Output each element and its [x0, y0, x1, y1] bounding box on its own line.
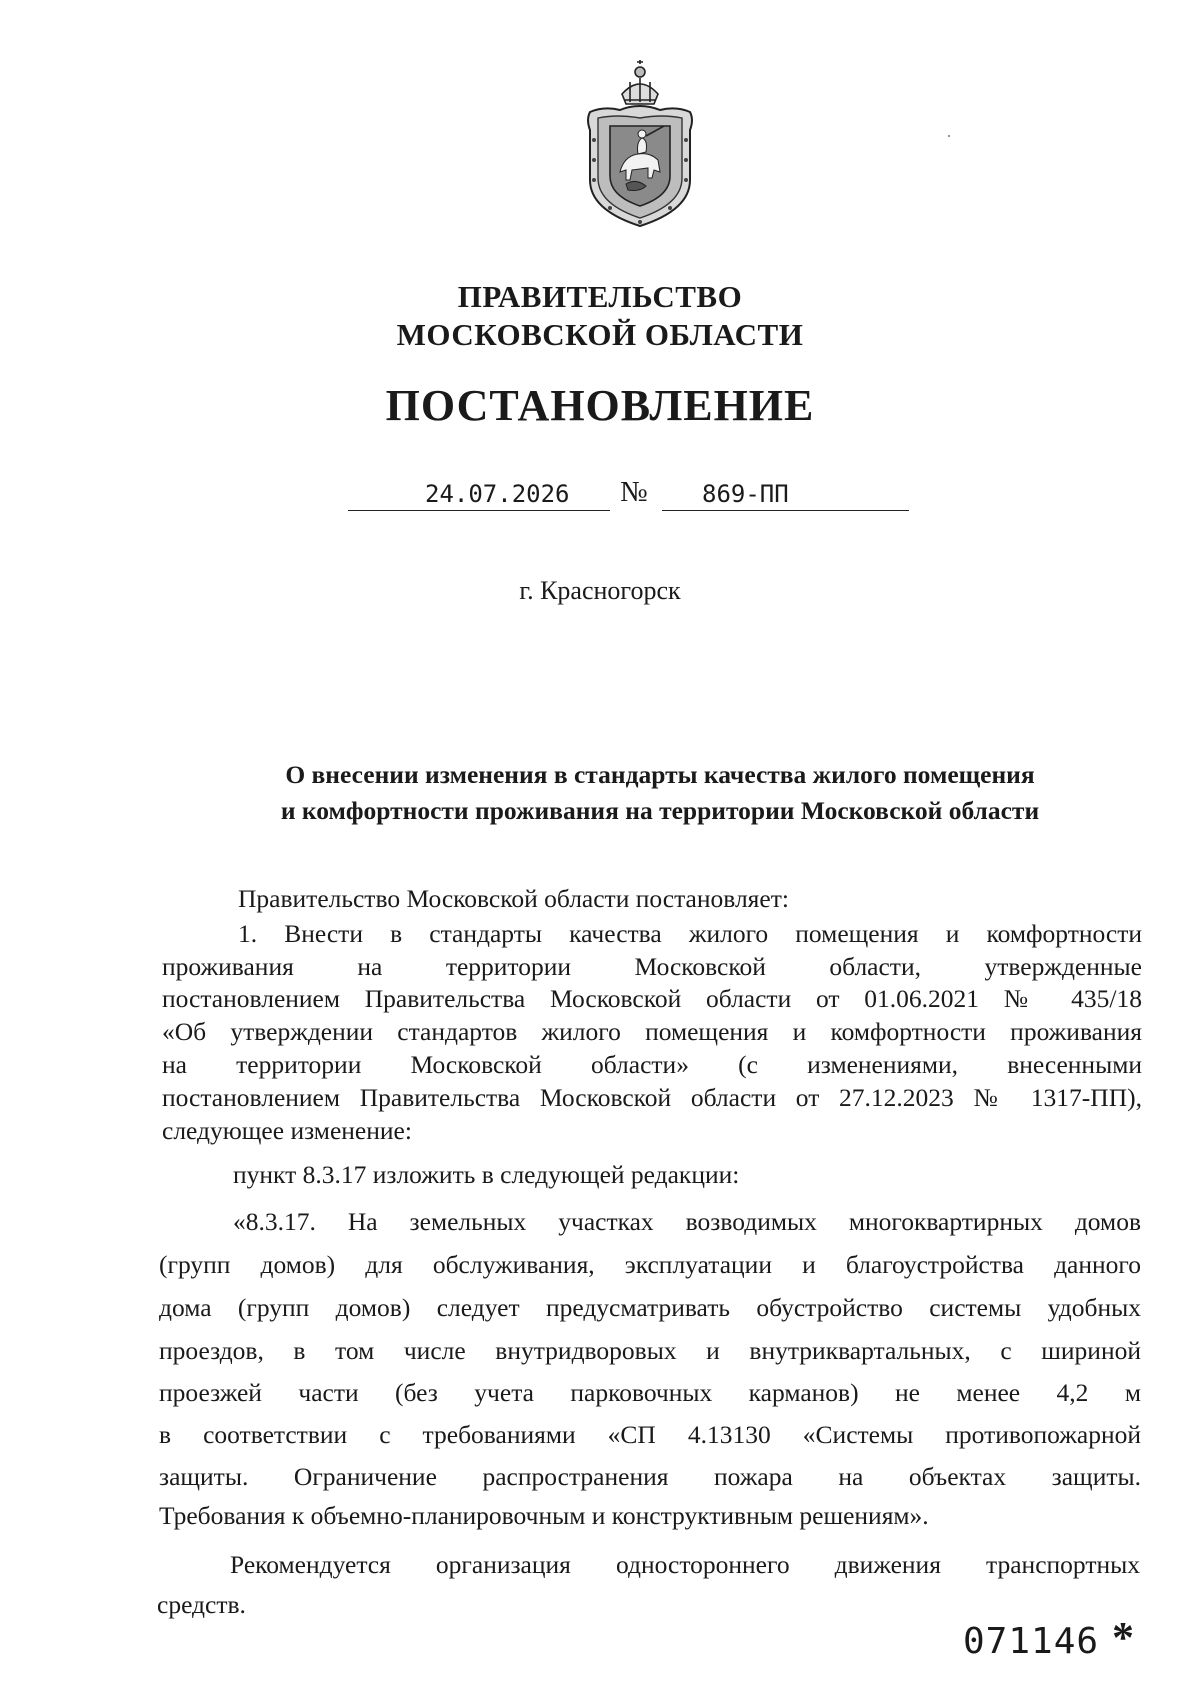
government-title-line2: МОСКОВСКОЙ ОБЛАСТИ — [396, 317, 804, 352]
coat-of-arms-icon — [580, 60, 700, 228]
asterisk-mark: * — [1112, 1613, 1134, 1662]
body-line-13: проездов, в том числе внутридворовых и внутриквартальных, с шириной — [159, 1336, 1141, 1365]
body-line-7: постановлением Правительства Московской области от 27.12.2023 № 1317-ПП), — [162, 1083, 1142, 1112]
body-line-9: пункт 8.3.17 изложить в следующей редакции: — [233, 1160, 740, 1189]
body-line-16: защиты. Ограничение распространения пожара на объектах защиты. — [159, 1462, 1141, 1491]
subject-line2: и комфортности проживания на территории Московской области — [280, 796, 1040, 825]
government-title-line1: ПРАВИТЕЛЬСТВО — [457, 279, 743, 314]
document-number: 869-ПП — [702, 480, 789, 508]
body-line-19: средств. — [157, 1590, 246, 1619]
document-date: 24.07.2026 — [425, 480, 570, 508]
body-line-8: следующее изменение: — [162, 1116, 412, 1145]
serial-number: 071146 — [963, 1621, 1100, 1662]
body-line-5: «Об утверждении стандартов жилого помещения и комфортности проживания — [162, 1017, 1142, 1046]
body-line-1: Правительство Московской области постановляет: — [238, 884, 789, 913]
document-type: ПОСТАНОВЛЕНИЕ — [385, 381, 815, 430]
number-sign: № — [620, 476, 648, 508]
body-line-11: (групп домов) для обслуживания, эксплуатации и благоустройства данного — [159, 1250, 1141, 1279]
body-line-6: на территории Московской области» (с изменениями, внесенными — [162, 1050, 1142, 1079]
body-line-18: Рекомендуется организация одностороннего движения транспортных — [230, 1550, 1140, 1579]
scan-speck — [948, 135, 950, 137]
body-line-15: в соответствии с требованиями «СП 4.13130 «Системы противопожарной — [159, 1420, 1141, 1449]
body-line-3: проживания на территории Московской области, утвержденные — [162, 952, 1142, 981]
body-line-10: «8.3.17. На земельных участках возводимых многоквартирных домов — [233, 1207, 1141, 1236]
subject-line1: О внесении изменения в стандарты качества жилого помещения — [285, 760, 1035, 789]
body-line-17: Требования к объемно-планировочным и конструктивным решениям». — [159, 1501, 929, 1530]
body-line-14: проезжей части (без учета парковочных карманов) не менее 4,2 м — [159, 1378, 1141, 1407]
city: г. Красногорск — [519, 576, 681, 605]
body-line-12: дома (групп домов) следует предусматривать обустройство системы удобных — [159, 1293, 1141, 1322]
body-line-2: 1. Внести в стандарты качества жилого помещения и комфортности — [238, 919, 1142, 948]
body-line-4: постановлением Правительства Московской области от 01.06.2021 № 435/18 — [162, 984, 1142, 1013]
